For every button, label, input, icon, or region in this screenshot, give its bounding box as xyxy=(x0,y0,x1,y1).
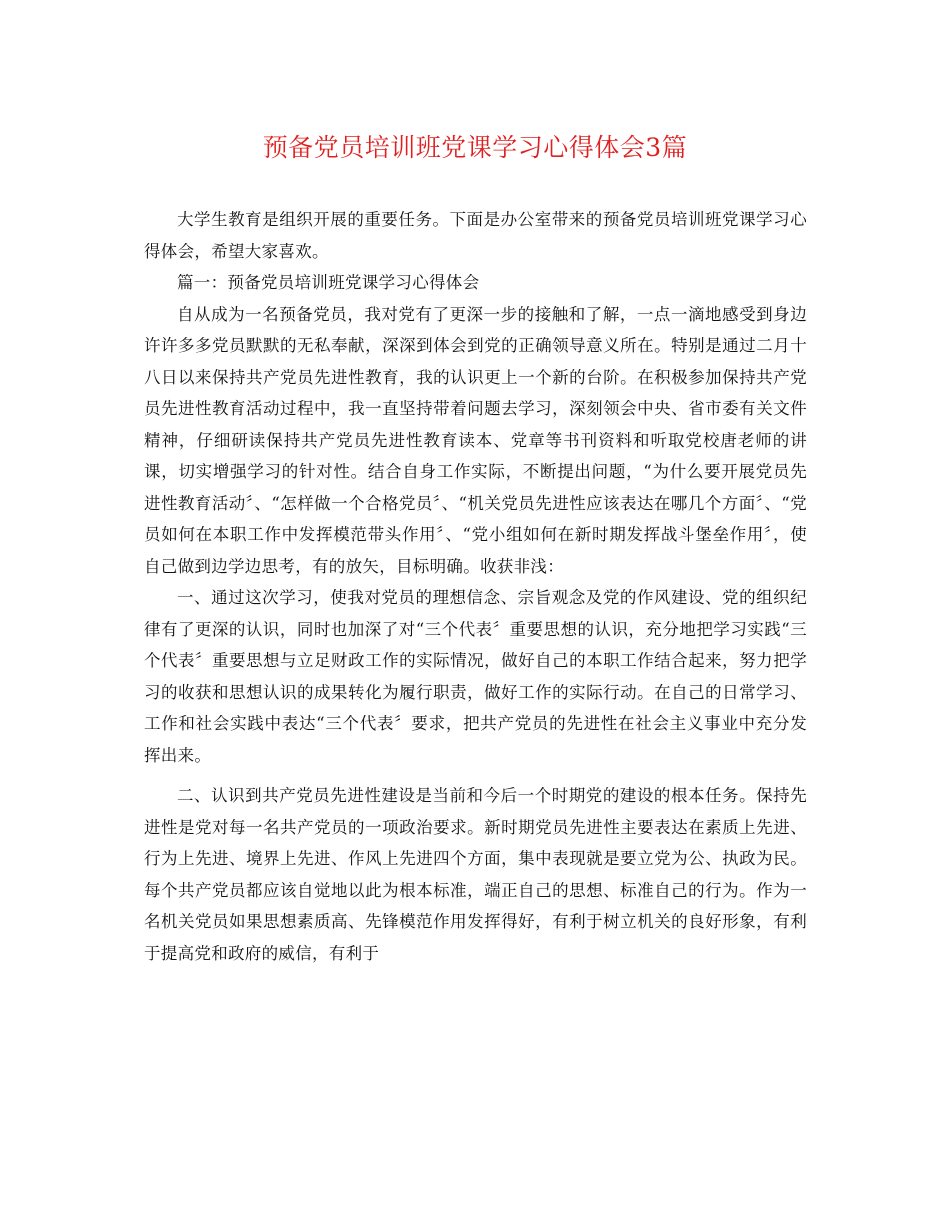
body-paragraph: 一、通过这次学习，使我对党员的理想信念、宗旨观念及党的作风建设、党的组织纪律有了更深的认识，同时也加深了对“三个代表〞重要思想的认识，充分地把学习实践“三个代表〞重要思想与立足财政工作的实际情况，做好自己的本职工作结合起来，努力把学习的收获和思想认识的成果转化为履行职责，做好工作的实际行动。在自己的日常学习、工作和社会实践中表达“三个代表〞要求，把共产党员的先进性在社会主义事业中充分发挥出来。 xyxy=(144,588,807,765)
document-title: 预备党员培训班党课学习心得体会3篇 xyxy=(262,133,688,162)
section-heading: 篇一：预备党员培训班党课学习心得体会 xyxy=(177,273,480,292)
body-paragraph: 二、认识到共产党员先进性建设是当前和今后一个时期党的建设的根本任务。保持先进性是党对每一名共产党员的一项政治要求。新时期党员先进性主要表达在素质上先进、行为上先进、境界上先进、作风上先进四个方面，集中表现就是要立党为公、执政为民。每个共产党员都应该自觉地以此为根本标准，端正自己的思想、标准自己的行为。作为一名机关党员如果思想素质高、先锋模范作用发挥得好，有利于树立机关的良好形象，有利于提高党和政府的威信，有利于 xyxy=(144,786,807,963)
document-body xyxy=(144,204,807,969)
intro-paragraph: 大学生教育是组织开展的重要任务。下面是办公室带来的预备党员培训班党课学习心得体会，希望大家喜欢。 xyxy=(144,210,807,261)
body-paragraph: 自从成为一名预备党员，我对党有了更深一步的接触和了解，一点一滴地感受到身边许许多多党员默默的无私奉献，深深到体会到党的正确领导意义所在。特别是通过二月十八日以来保持共产党员先进性教育，我的认识更上一个新的台阶。在积极参加保持共产党员先进性教育活动过程中，我一直坚持带着问题去学习，深刻领会中央、省市委有关文件精神，仔细研读保持共产党员先进性教育读本、党章等书刊资料和听取党校唐老师的讲课，切实增强学习的针对性。结合自身工作实际，不断提出问题，“为什么要开展党员先进性教育活动〞、“怎样做一个合格党员〞、“机关党员先进性应该表达在哪几个方面〞、“党员如何在本职工作中发挥模范带头作用〞、“党小组如何在新时期发挥战斗堡垒作用〞，使自己做到边学边思考，有的放矢，目标明确。收获非浅： xyxy=(144,304,807,576)
